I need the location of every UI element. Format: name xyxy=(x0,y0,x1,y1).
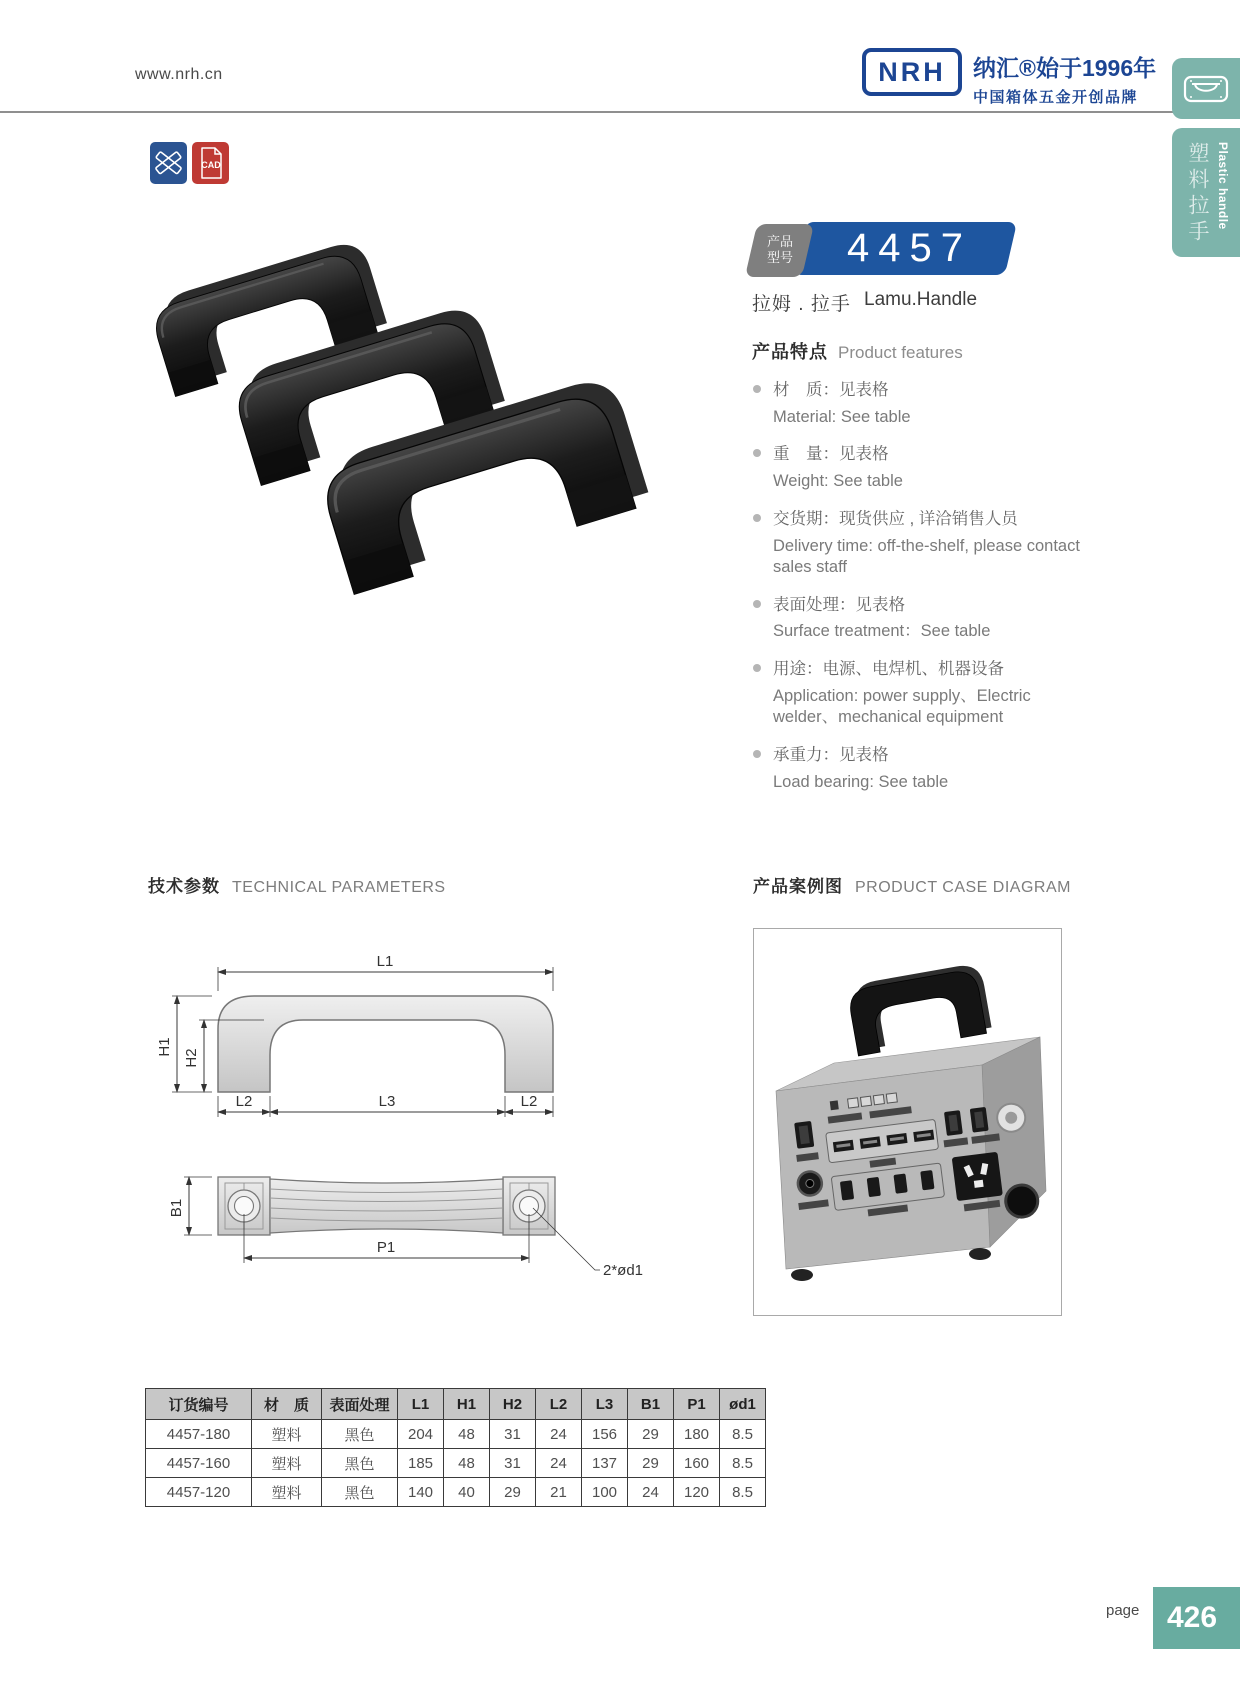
feature-item xyxy=(752,594,1092,643)
col-header: L2 xyxy=(536,1389,582,1420)
category-label-cn: 塑料拉手 xyxy=(1186,142,1209,246)
feature-text-cn: 交货期：现货供应 , 详洽销售人员 xyxy=(773,509,1018,528)
dim-label-l3: L3 xyxy=(378,1093,396,1110)
model-number-banner xyxy=(793,222,1017,275)
features-title-cn: 产品特点 xyxy=(752,342,828,362)
model-number: 4457 xyxy=(847,226,972,270)
bullet-dot xyxy=(753,664,761,672)
brand-subtitle: 中国箱体五金开创品牌 xyxy=(973,89,1139,106)
cell-dim: 40 xyxy=(444,1478,490,1507)
cell-dim: 31 xyxy=(490,1449,536,1478)
bullet-dot xyxy=(753,449,761,457)
case-handle-icon xyxy=(1182,72,1230,106)
bullet-dot xyxy=(753,600,761,608)
feature-text-en: Material: See table xyxy=(773,407,911,426)
feature-item xyxy=(752,508,1092,579)
product-features xyxy=(752,338,1092,793)
cell-material: 塑料 xyxy=(252,1449,322,1478)
dim-label-l2-left: L2 xyxy=(235,1093,253,1110)
cell-dim: 48 xyxy=(444,1420,490,1449)
tech-title-en: TECHNICAL PARAMETERS xyxy=(232,879,446,896)
feature-text-en: Delivery time: off-the-shelf, please contact sales staff xyxy=(773,536,1080,577)
cell-dim: 137 xyxy=(582,1449,628,1478)
website-url[interactable]: www.nrh.cn xyxy=(135,66,223,83)
feature-text-cn: 重 量：见表格 xyxy=(773,445,889,464)
dim-label-hole: 2*ød1 xyxy=(603,1262,644,1279)
dim-label-b1: B1 xyxy=(168,1198,185,1218)
feature-text-en: Weight: See table xyxy=(773,472,903,491)
table-row xyxy=(146,1478,766,1507)
cell-dim: 140 xyxy=(398,1478,444,1507)
cell-material: 塑料 xyxy=(252,1478,322,1507)
cell-order-no: 4457-160 xyxy=(146,1449,252,1478)
cell-dim: 180 xyxy=(674,1420,720,1449)
col-header: B1 xyxy=(628,1389,674,1420)
technical-parameters-title xyxy=(148,872,446,897)
case-diagram-image xyxy=(753,928,1062,1316)
cell-dim: 160 xyxy=(674,1449,720,1478)
cell-dim: 120 xyxy=(674,1478,720,1507)
power-supply-illustration xyxy=(754,929,1061,1315)
cell-dim: 100 xyxy=(582,1478,628,1507)
col-header: 材 质 xyxy=(252,1389,322,1420)
product-name-en: Lamu.Handle xyxy=(864,289,978,310)
feature-item xyxy=(752,443,1092,492)
feature-item xyxy=(752,744,1092,793)
spec-table-header-row xyxy=(146,1389,766,1420)
feature-text-en: Surface treatment：See table xyxy=(773,622,991,641)
feature-item xyxy=(752,379,1092,428)
sidebar-tab-category-icon[interactable] xyxy=(1172,58,1240,119)
cad-label: CAD xyxy=(201,160,221,170)
cell-dim: 21 xyxy=(536,1478,582,1507)
cell-dim: 29 xyxy=(628,1449,674,1478)
case-diagram-title xyxy=(753,872,1071,897)
header-divider xyxy=(0,111,1240,113)
cell-dim: 8.5 xyxy=(720,1449,766,1478)
case-title-en: PRODUCT CASE DIAGRAM xyxy=(855,879,1071,896)
cad-file-icon xyxy=(192,142,229,184)
grip-bar xyxy=(270,1179,503,1233)
page-label: page xyxy=(1106,1602,1140,1619)
cell-dim: 48 xyxy=(444,1449,490,1478)
col-header: ød1 xyxy=(720,1389,766,1420)
category-label-en: Plastic handle xyxy=(1216,142,1230,230)
cell-dim: 204 xyxy=(398,1420,444,1449)
feature-text-en: Application: power supply、Electric welder、mechanical equipment xyxy=(773,686,1031,727)
case-top-handle xyxy=(846,962,992,1056)
bullet-dot xyxy=(753,385,761,393)
product-name-cn: 拉姆 . 拉手 xyxy=(752,294,851,315)
features-title-en: Product features xyxy=(838,343,963,362)
tech-title-cn: 技术参数 xyxy=(148,877,220,896)
features-title xyxy=(752,338,1092,364)
cell-dim: 24 xyxy=(628,1478,674,1507)
cell-dim: 29 xyxy=(628,1420,674,1449)
feature-item xyxy=(752,658,1092,729)
bottom-view-drawing xyxy=(150,1162,650,1297)
cell-dim: 29 xyxy=(490,1478,536,1507)
dim-label-l2-right: L2 xyxy=(520,1093,538,1110)
cell-dim: 31 xyxy=(490,1420,536,1449)
case-title-cn: 产品案例图 xyxy=(753,877,843,896)
col-header: L1 xyxy=(398,1389,444,1420)
col-header: P1 xyxy=(674,1389,720,1420)
sidebar-tab-category[interactable] xyxy=(1172,128,1240,257)
cell-dim: 24 xyxy=(536,1420,582,1449)
nrh-logo: NRH xyxy=(862,48,962,96)
handle-front-outline xyxy=(218,996,553,1092)
cell-surface: 黑色 xyxy=(322,1478,398,1507)
bullet-dot xyxy=(753,750,761,758)
feature-text-cn: 承重力：见表格 xyxy=(773,745,889,764)
page-number: 426 xyxy=(1167,1601,1218,1634)
spec-table xyxy=(145,1388,766,1507)
front-view-drawing xyxy=(150,925,630,1135)
col-header: 表面处理 xyxy=(322,1389,398,1420)
brand-title: 纳汇®始于1996年 xyxy=(973,55,1157,81)
cell-surface: 黑色 xyxy=(322,1420,398,1449)
design-tools-badge[interactable] xyxy=(150,142,187,184)
cell-order-no: 4457-120 xyxy=(146,1478,252,1507)
bullet-dot xyxy=(753,514,761,522)
table-row xyxy=(146,1420,766,1449)
col-header: H2 xyxy=(490,1389,536,1420)
dim-label-p1: P1 xyxy=(376,1239,396,1256)
dim-label-l1: L1 xyxy=(376,953,394,970)
cell-order-no: 4457-180 xyxy=(146,1420,252,1449)
dim-label-h2: H2 xyxy=(183,1048,200,1068)
feature-text-cn: 用途：电源、电焊机、机器设备 xyxy=(773,659,1004,678)
cad-badge[interactable] xyxy=(192,142,229,184)
col-header: H1 xyxy=(444,1389,490,1420)
product-photos xyxy=(110,205,710,685)
cell-material: 塑料 xyxy=(252,1420,322,1449)
feature-text-en: Load bearing: See table xyxy=(773,772,949,791)
feature-text-cn: 材 质：见表格 xyxy=(773,381,889,399)
cell-dim: 156 xyxy=(582,1420,628,1449)
col-header: L3 xyxy=(582,1389,628,1420)
cell-dim: 185 xyxy=(398,1449,444,1478)
table-row xyxy=(146,1449,766,1478)
model-tag-label: 产品型号 xyxy=(766,234,793,266)
design-tools-icon xyxy=(152,145,185,181)
cell-dim: 8.5 xyxy=(720,1478,766,1507)
page-number-badge xyxy=(1153,1587,1240,1649)
cell-dim: 8.5 xyxy=(720,1420,766,1449)
col-header: 订货编号 xyxy=(146,1389,252,1420)
feature-text-cn: 表面处理：见表格 xyxy=(773,595,905,614)
cell-dim: 24 xyxy=(536,1449,582,1478)
cell-surface: 黑色 xyxy=(322,1449,398,1478)
dim-label-h1: H1 xyxy=(156,1037,173,1057)
